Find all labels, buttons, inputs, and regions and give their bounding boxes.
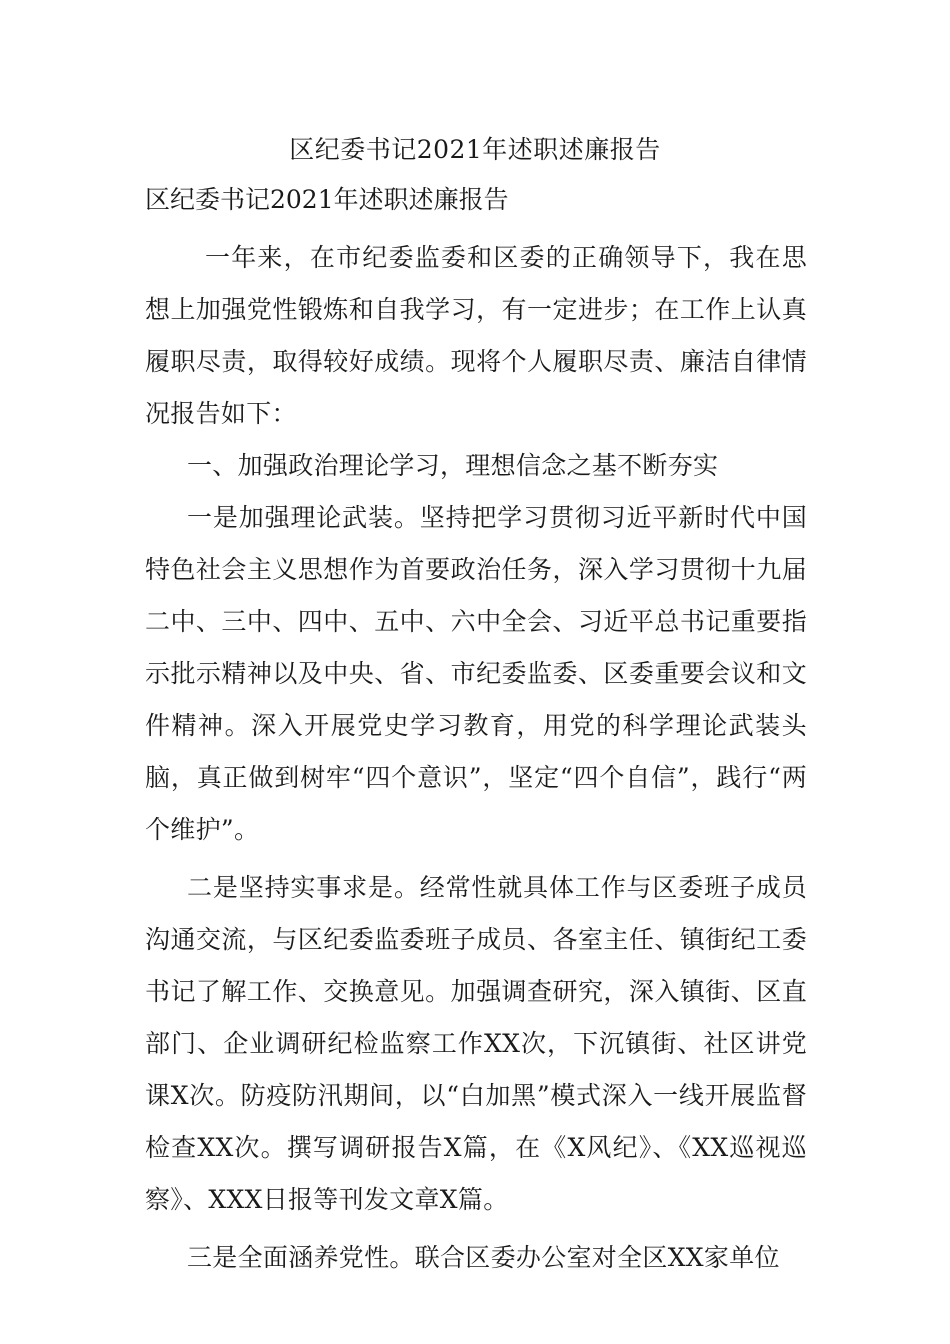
paragraph-practice: 二是坚持实事求是。经常性就具体工作与区委班子成员沟通交流，与区纪委监委班子成员、各室主任、镇街纪工委书记了解工作、交换意见。加强调查研究，深入镇街、区直部门、企业调研纪检监察工作XX次，下沉镇街、社区讲党课X次。防疫防汛期间，以“白加黑”模式深入一线开展监督检查XX次。撰写调研报告X篇，在《X风纪》、《XX巡视巡察》、XXX日报等刊发文章X篇。 bbox=[145, 873, 807, 1214]
paragraph-intro: 一年来，在市纪委监委和区委的正确领导下，我在思想上加强党性锻炼和自我学习，有一定进步；在工作上认真履职尽责，取得较好成绩。现将个人履职尽责、廉洁自律情况报告如下： bbox=[145, 243, 807, 428]
document-subtitle: 区纪委书记2021年述职述廉报告 bbox=[145, 185, 509, 214]
paragraph-theory: 一是加强理论武装。坚持把学习贯彻习近平新时代中国特色社会主义思想作为首要政治任务，深入学习贯彻十九届二中、三中、四中、五中、六中全会、习近平总书记重要指示批示精神以及中央、省、市纪委监委、区委重要会议和文件精神。深入开展党史学习教育，用党的科学理论武装头脑，真正做到树牢“四个意识”，坚定“四个自信”，践行“两个维护”。 bbox=[145, 503, 807, 844]
document-title: 区纪委书记2021年述职述廉报告 bbox=[289, 135, 661, 164]
paragraph-party-spirit: 三是全面涵养党性。联合区委办公室对全区XX家单位 bbox=[187, 1243, 780, 1272]
document-body bbox=[145, 232, 807, 1284]
section-heading-1: 一、加强政治理论学习，理想信念之基不断夯实 bbox=[187, 451, 719, 480]
